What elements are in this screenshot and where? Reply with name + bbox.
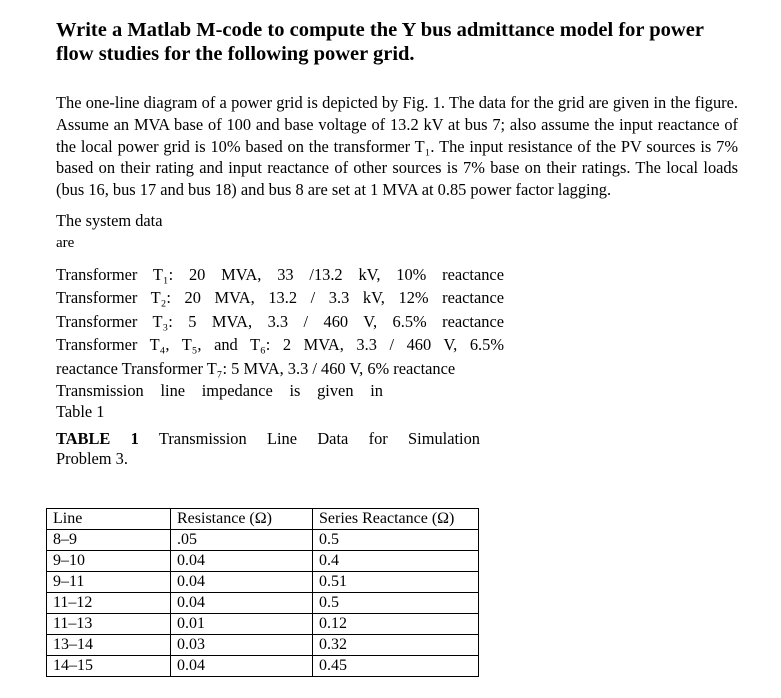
- table-row: [47, 656, 479, 677]
- cell-reactance: 0.51: [313, 572, 479, 593]
- are-label: are: [56, 234, 75, 251]
- cell-line: 11–12: [47, 593, 171, 614]
- cell-line: 11–13: [47, 614, 171, 635]
- cell-reactance: 0.12: [313, 614, 479, 635]
- cell-resistance: 0.04: [171, 593, 313, 614]
- cell-resistance: 0.03: [171, 635, 313, 656]
- table-caption-number: TABLE 1: [56, 429, 139, 449]
- transformer-list: [56, 263, 504, 381]
- cell-reactance: 0.45: [313, 656, 479, 677]
- transformer-line: Transformer T₁: 20 MVA, 33 /13.2 kV, 10% reactance: [56, 264, 504, 284]
- cell-line: 14–15: [47, 656, 171, 677]
- header-reactance: Series Reactance (Ω): [313, 509, 479, 530]
- document-page: [56, 18, 738, 469]
- cell-reactance: 0.5: [313, 593, 479, 614]
- cell-reactance: 0.5: [313, 530, 479, 551]
- table-row: [47, 530, 479, 551]
- cell-resistance: 0.04: [171, 551, 313, 572]
- cell-reactance: 0.4: [313, 551, 479, 572]
- cell-reactance: 0.32: [313, 635, 479, 656]
- transformer-line: Transformer T₂: 20 MVA, 13.2 / 3.3 kV, 12% reactance: [56, 288, 504, 308]
- table-row: [47, 551, 479, 572]
- cell-resistance: 0.04: [171, 572, 313, 593]
- table-row: [47, 572, 479, 593]
- system-data-label: The system data: [56, 210, 163, 230]
- table-caption-text: Transmission Line Data for Simulation: [138, 429, 480, 449]
- cell-line: 9–11: [47, 572, 171, 593]
- table-row: [47, 593, 479, 614]
- header-resistance: Resistance (Ω): [171, 509, 313, 530]
- problem-description: The one-line diagram of a power grid is depicted by Fig. 1. The data for the grid are given in the figure. Assume an MVA base of 100 and base voltage of 13.2 kV at bus 7; also assume the input reactance of the local power grid is 10% based on the transformer T₁. The input resistance of the PV sources is 7% based on their rating and input reactance of other sources is 7% base on their ratings. The local loads (bus 16, bus 17 and bus 18) and bus 8 are set at 1 MVA at 0.85 power factor lagging.: [56, 93, 738, 200]
- cell-line: 8–9: [47, 530, 171, 551]
- table-caption-continued: Problem 3.: [56, 449, 128, 469]
- cell-resistance: .05: [171, 530, 313, 551]
- transmission-line-table: [46, 508, 479, 677]
- table-row: [47, 635, 479, 656]
- header-line: Line: [47, 509, 171, 530]
- transmission-line-note: Transmission line impedance is given in: [56, 381, 383, 401]
- table-reference: Table 1: [56, 402, 105, 422]
- transformer-line: Transformer T₃: 5 MVA, 3.3 / 460 V, 6.5% reactance: [56, 311, 504, 331]
- cell-line: 9–10: [47, 551, 171, 572]
- transformer-line: Transformer T₄, T₅, and T₆: 2 MVA, 3.3 / 460 V, 6.5%: [56, 335, 504, 355]
- cell-resistance: 0.01: [171, 614, 313, 635]
- transformer-line: reactance Transformer T₇: 5 MVA, 3.3 / 460 V, 6% reactance: [56, 358, 456, 378]
- table-header-row: [47, 509, 479, 530]
- table-row: [47, 614, 479, 635]
- cell-resistance: 0.04: [171, 656, 313, 677]
- cell-line: 13–14: [47, 635, 171, 656]
- table-caption: [56, 428, 480, 449]
- problem-title: Write a Matlab M-code to compute the Y bus admittance model for power flow studies for the following power grid.: [56, 19, 704, 65]
